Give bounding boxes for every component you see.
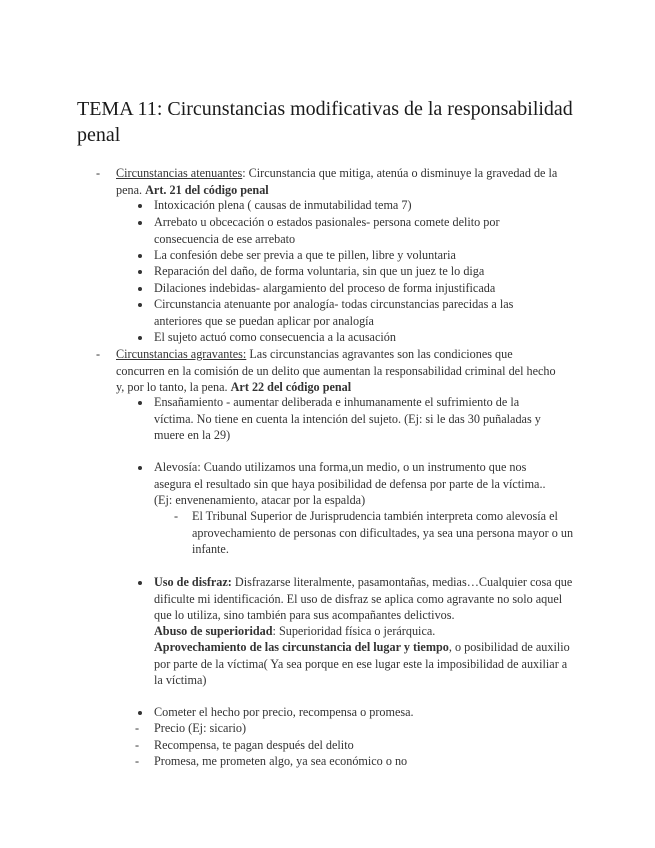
bullet-dot <box>138 287 142 291</box>
agravante-alevosia-sub: El Tribunal Superior de Jurisprudencia también interpreta como alevosía el aprovechamiento de personas con dificultades, ya sea una persona mayor o un infante. <box>192 509 574 556</box>
agravantes-paragraph <box>116 346 556 396</box>
atenuantes-intro: : Circunstancia que mitiga, atenúa o disminuye la gravedad de la pena. <box>116 166 558 197</box>
atenuante-item: El sujeto actuó como consecuencia a la acusación <box>154 330 396 344</box>
agravante-ensanamiento: Ensañamiento - aumentar deliberada e inhumanamente el sufrimiento de la víctima. No tiene en cuenta la intención del sujeto. (Ej: si le das 30 puñaladas y muere en la 29) <box>154 395 541 442</box>
bullet-dot <box>138 711 142 715</box>
abuso-text: : Superioridad física o jerárquica. <box>272 624 436 638</box>
bullet-dot <box>138 581 142 585</box>
disfraz-label: Uso de disfraz: <box>154 575 232 589</box>
dash-bullet: - <box>96 347 101 361</box>
atenuantes-heading: Circunstancias atenuantes <box>116 166 243 180</box>
atenuante-item: Intoxicación plena ( causas de inmutabilidad tema 7) <box>154 198 412 212</box>
page-title: TEMA 11: Circunstancias modificativas de la responsabilidad penal <box>77 98 573 146</box>
agravantes-heading: Circunstancias agravantes: <box>116 347 247 361</box>
atenuante-item: La confesión debe ser previa a que te pillen, libre y voluntaria <box>154 248 456 262</box>
agravantes-article: Art 22 del código penal <box>230 380 352 394</box>
aprovechamiento-label: Aprovechamiento de las circunstancia del lugar y tiempo <box>154 640 449 654</box>
dash-bullet: - <box>135 754 140 768</box>
precio-item: Precio (Ej: sicario) <box>154 721 247 735</box>
atenuante-item: Arrebato u obcecación o estados pasionales- persona comete delito por consecuencia de ese arrebato <box>154 215 500 246</box>
precio-item: Promesa, me prometen algo, ya sea económico o no <box>154 754 408 768</box>
atenuantes-article: Art. 21 del código penal <box>145 182 269 197</box>
bullet-dot <box>138 204 142 208</box>
atenuante-item: Circunstancia atenuante por analogía- todas circunstancias parecidas a las anteriores que se puedan aplicar por analogía <box>154 297 514 328</box>
atenuante-item: Dilaciones indebidas- alargamiento del proceso de forma injustificada <box>154 281 496 295</box>
precio-item: Recompensa, te pagan después del delito <box>154 738 354 752</box>
bullet-dot <box>138 466 142 470</box>
agravante-alevosia: Alevosía: Cuando utilizamos una forma,un medio, o un instrumento que nos asegura el resultado sin que haya posibilidad de defensa por parte de la víctima.. (Ej: envenenamiento, atacar por la espalda) <box>154 460 546 507</box>
agravante-abuso <box>154 623 579 640</box>
bullet-dot <box>138 303 142 307</box>
dash-bullet: - <box>135 738 140 752</box>
bullet-dot <box>138 270 142 274</box>
bullet-dot <box>138 221 142 225</box>
bullet-dot <box>138 254 142 258</box>
aprovechamiento-text: , o posibilidad de auxilio por parte de la víctima( Ya sea porque en ese lugar este la imposibilidad de auxiliar a la víctima) <box>154 640 570 687</box>
disfraz-text: Disfrazarse literalmente, pasamontañas, medias…Cualquier cosa que dificulte mi identificación. El uso de disfraz se aplica como agravante no solo aquel que lo utiliza, sino también para sus acompañantes delictivos. <box>154 575 573 622</box>
abuso-label: Abuso de superioridad <box>154 624 273 638</box>
dash-bullet: - <box>96 166 101 180</box>
agravante-disfraz <box>154 574 579 624</box>
atenuante-item: Reparación del daño, de forma voluntaria, sin que un juez te lo diga <box>154 264 485 278</box>
bullet-dot <box>138 401 142 405</box>
agravantes-intro: Las circunstancias agravantes son las condiciones que concurren en la comisión de un delito que aumentan la responsabilidad criminal del hecho y, por lo tanto, la pena. <box>116 347 556 394</box>
agravante-aprovechamiento <box>154 639 574 689</box>
dash-bullet: - <box>135 721 140 735</box>
agravante-precio: Cometer el hecho por precio, recompensa o promesa. <box>154 705 414 719</box>
atenuantes-paragraph <box>116 165 582 198</box>
dash-bullet: - <box>174 509 179 523</box>
bullet-dot <box>138 336 142 340</box>
